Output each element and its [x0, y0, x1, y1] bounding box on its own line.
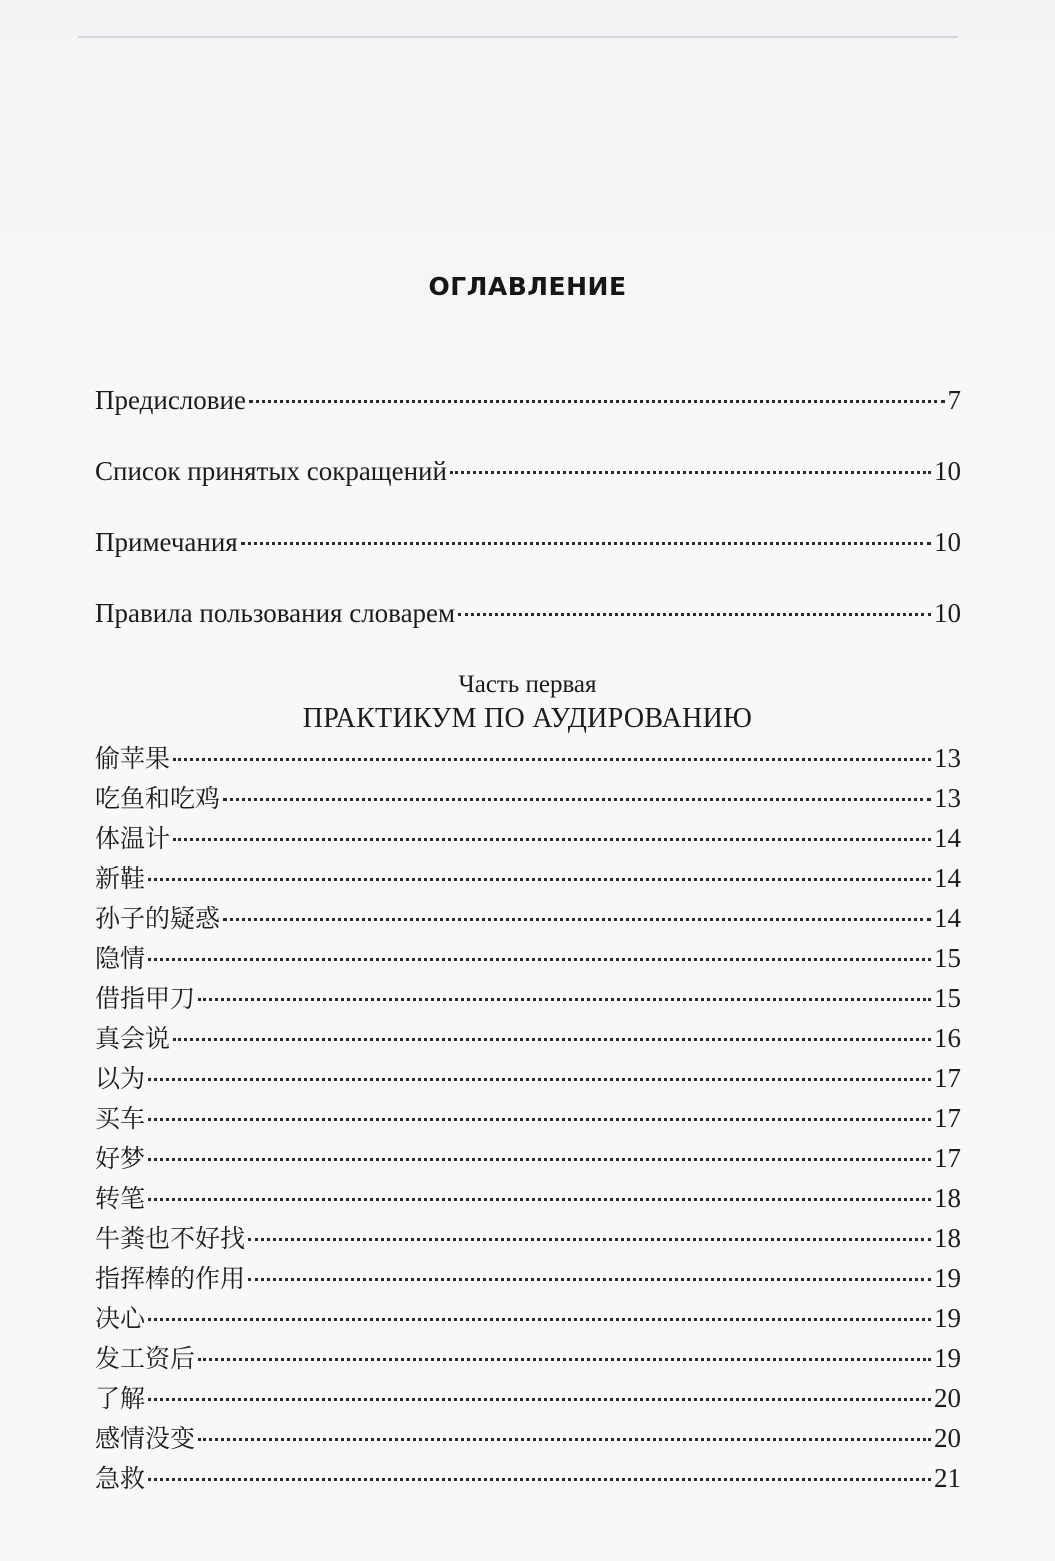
toc-chapter-entry: [95, 782, 961, 815]
toc-entry-page: 17: [934, 1103, 961, 1133]
dot-leader: [148, 958, 931, 961]
toc-entry-page: 20: [934, 1383, 961, 1413]
toc-chapter-entry: [95, 1182, 961, 1215]
dot-leader: [148, 1158, 931, 1161]
toc-entry-page: 14: [934, 823, 961, 853]
toc-entry-page: 17: [934, 1143, 961, 1173]
toc-entry-title: 指挥棒的作用: [95, 1264, 246, 1293]
toc-entry-title: 买车: [95, 1104, 146, 1133]
toc-entry-page: 18: [934, 1223, 961, 1253]
dot-leader: [198, 1438, 931, 1441]
dot-leader: [173, 838, 931, 841]
toc-entry-usage-rules: [95, 597, 961, 629]
toc-entry-page: 19: [934, 1343, 961, 1373]
dot-leader: [173, 1038, 931, 1041]
toc-chapter-entry: [95, 1302, 961, 1335]
toc-chapter-entry: [95, 942, 961, 975]
toc-entry-page: 19: [934, 1263, 961, 1293]
toc-chapter-entry: [95, 1222, 961, 1255]
toc-chapter-entry: [95, 822, 961, 855]
toc-entry-title: Примечания: [95, 527, 238, 557]
toc-title: ОГЛАВЛЕНИЕ: [428, 272, 627, 301]
toc-entry-title: 了解: [95, 1384, 146, 1413]
toc-chapter-entry: [95, 1062, 961, 1095]
toc-entry-title: 决心: [95, 1304, 146, 1333]
dot-leader: [148, 1118, 931, 1121]
toc-entry-title: 好梦: [95, 1144, 146, 1173]
dot-leader: [148, 1398, 931, 1401]
toc-entry-page: 18: [934, 1183, 961, 1213]
toc-entry-page: 10: [934, 527, 961, 557]
toc-entry-page: 14: [934, 903, 961, 933]
part-title: ПРАКТИКУМ ПО АУДИРОВАНИЮ: [302, 703, 753, 734]
toc-entry-title: 牛粪也不好找: [95, 1224, 246, 1253]
toc-entry-page: 17: [934, 1063, 961, 1093]
toc-entry-page: 15: [934, 943, 961, 973]
dot-leader: [148, 1478, 931, 1481]
toc-entry-preface: [95, 384, 961, 416]
dot-leader: [248, 1278, 931, 1281]
toc-entry-page: 10: [934, 598, 961, 628]
toc-entry-page: 10: [934, 456, 961, 486]
toc-chapter-entry: [95, 1462, 961, 1495]
dot-leader: [223, 918, 931, 921]
toc-chapter-entry: [95, 1262, 961, 1295]
toc-entry-page: 15: [934, 983, 961, 1013]
toc-entry-page: 13: [934, 743, 961, 773]
toc-entry-title: 新鞋: [95, 864, 146, 893]
toc-entry-title: 感情没变: [95, 1424, 196, 1453]
toc-entry-page: 21: [934, 1463, 961, 1493]
header-rule: [78, 36, 958, 38]
dot-leader: [148, 878, 931, 881]
toc-chapter-entry: [95, 742, 961, 775]
toc-entry-title: 真会说: [95, 1024, 171, 1053]
dot-leader: [148, 1198, 931, 1201]
toc-entry-title: 体温计: [95, 824, 171, 853]
toc-entry-page: 16: [934, 1023, 961, 1053]
toc-entry-page: 14: [934, 863, 961, 893]
toc-chapter-entry: [95, 902, 961, 935]
toc-chapter-entry: [95, 1102, 961, 1135]
toc-entry-page: 19: [934, 1303, 961, 1333]
toc-entry-title: Список принятых сокращений: [95, 456, 447, 486]
dot-leader: [458, 613, 931, 616]
toc-chapter-entry: [95, 862, 961, 895]
toc-entry-title: 发工资后: [95, 1344, 196, 1373]
dot-leader: [241, 542, 931, 545]
toc-entry-title: 转笔: [95, 1184, 146, 1213]
toc-entry-title: 吃鱼和吃鸡: [95, 784, 221, 813]
toc-entry-title: 急救: [95, 1464, 146, 1493]
toc-chapter-entry: [95, 1142, 961, 1175]
toc-entry-title: Предисловие: [95, 385, 246, 415]
dot-leader: [198, 998, 931, 1001]
toc-chapter-entry: [95, 1342, 961, 1375]
dot-leader: [173, 758, 931, 761]
dot-leader: [148, 1078, 931, 1081]
toc-chapter-entry: [95, 1382, 961, 1415]
dot-leader: [198, 1358, 931, 1361]
toc-entry-title: 借指甲刀: [95, 984, 196, 1013]
toc-entry-abbreviations: [95, 455, 961, 487]
toc-entry-title: 孙子的疑惑: [95, 904, 221, 933]
toc-chapter-entry: [95, 982, 961, 1015]
toc-entry-title: 隐情: [95, 944, 146, 973]
part-label: Часть первая: [458, 671, 597, 698]
toc-entry-page: 7: [947, 385, 961, 415]
toc-chapter-entry: [95, 1422, 961, 1455]
toc-entry-title: 偷苹果: [95, 744, 171, 773]
dot-leader: [249, 400, 945, 403]
dot-leader: [450, 471, 931, 474]
toc-entry-notes: [95, 526, 961, 558]
toc-entry-title: 以为: [95, 1064, 146, 1093]
toc-entry-page: 20: [934, 1423, 961, 1453]
dot-leader: [148, 1318, 931, 1321]
toc-chapter-entry: [95, 1022, 961, 1055]
toc-entry-page: 13: [934, 783, 961, 813]
toc-entry-title: Правила пользования словарем: [95, 598, 456, 628]
dot-leader: [223, 798, 931, 801]
dot-leader: [248, 1238, 931, 1241]
